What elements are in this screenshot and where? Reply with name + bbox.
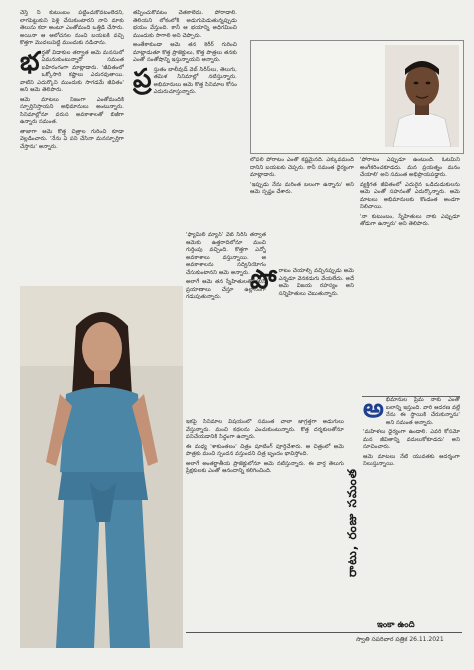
samantha-photo: [20, 286, 183, 648]
paragraph: తప్పించుకోవటం చేతకాలేదు. పోరాడాలి. తెలియని లోకంలోకి అడుగుపెడుతున్నప్పుడు భయం వేస్తుంది. కానీ ఆ భయాన్ని అధిగమించి ముందుకు సాగాలి అని చెప్పారు.: [133, 10, 237, 39]
drop-cap: అ: [363, 397, 384, 424]
paragraph: 'పోరాటం ఎప్పుడూ ఉంటుంది. ఓటమిని అంగీకరించకూడదు. మన ప్రయత్నం మనం చేయాలి' అని సమంత అభిప్రాయపడ్డారు.: [360, 157, 460, 178]
paragraph-text: ర్తతో విడాకుల తర్వాత ఆమె మనసులో ఏమనుకుంటున్నారో సమంత బహిరంగంగా మాట్లాడారు. 'జీవితంలో ఒక్కోసారి కష్టాలు ఎదురవుతాయి. వాటిని ఎదుర్కొని ముందుకు సాగడమే జీవితం' అని ఆమె తెలిపారు.: [20, 49, 124, 93]
footer-text: స్వాతి సపరివార పత్రిక 26.11.2021: [356, 636, 444, 643]
paragraph: అంతేకాకుండా ఆమె తన కెరీర్ గురించి మాట్లాడుతూ కొత్త ప్రాజెక్టులు, కొత్త పాత్రలు తనకు ఎంతో సంతోషాన్ని ఇస్తున్నాయని అన్నారు.: [133, 42, 237, 63]
paragraph-text: భిమానుల ప్రేమ నాకు ఎంతో బలాన్ని ఇస్తుంది. వారి ఆదరణ వల్లే నేను ఈ స్థాయికి చేరుకున్నాను' అని సమంత అన్నారు.: [385, 397, 460, 426]
footer-rule: [186, 632, 462, 633]
paragraph: లోపలి పోరాటం ఎంతో కష్టమైనది. ఎక్కువమంది దానిని బయటకు చెప్పరు. కానీ సమంత ధైర్యంగా మాట్లాడారు.: [250, 157, 354, 178]
paragraph: తాజాగా ఆమె కొత్త చిత్రాల గురించి కూడా వెల్లడించారు. 'నేను ఏ పని చేసినా మనస్ఫూర్తిగా చేస్తాను' అన్నారు.: [20, 128, 124, 150]
article-column-4: [360, 157, 460, 397]
paragraph: [363, 397, 460, 427]
paragraph: ఇకపై సినిమాల విషయంలో సమంత చాలా జాగ్రత్తగా అడుగులు వేస్తున్నారు. మంచి కథలను ఎంచుకుంటున్నారు. కొత్త దర్శకులతోనూ పనిచేయడానికి సిద్ధంగా ఉన్నారు.: [186, 419, 344, 440]
drop-cap: ప్ర: [133, 63, 152, 94]
paragraph: 'ఇప్పుడు నేను మరింత బలంగా ఉన్నాను' అని ఆమె స్పష్టం చేశారు.: [250, 181, 354, 195]
paragraph: ఆమె మాటలు నిజంగా ఎంతోమందికి స్ఫూర్తినిస్తాయని అభిమానులు అంటున్నారు. సినిమాల్లోనూ వరుస అవకాశాలతో బిజీగా ఉన్నారు సమంత.: [20, 96, 124, 125]
article-column-3: [250, 157, 354, 267]
paragraph: [250, 268, 354, 298]
vertical-article-title: రాటు, రంజు సమంత: [345, 467, 359, 577]
paragraph: చేస్తే నీ కుటుంబం పట్టించుకోవటంలేదని, లాగపెట్టుకుని పెళ్లి చేసుకుంటారని నాని మాకు తెలుసు కదా అంటూ ఎంతోమంది ఒత్తిడి చేసారు. అయినా ఆ ఆలోచనల నుంచి బయటకి వచ్చి కొత్తగా మొదలుపెట్టి ముందుకు నడిచాను.: [20, 10, 124, 46]
paragraph: వ్యక్తిగత జీవితంలో ఎదురైన ఒడిదుడుకులను ఆమె ఎంతో సహనంతో ఎదుర్కొన్నారు. ఆమె మాటలు అభిమానులకు కొండంత అండగా నిలిచాయి.: [360, 181, 460, 210]
drop-cap: భ: [20, 46, 40, 77]
paragraph: ఈ మధ్య 'శాకుంతలం' చిత్రం షూటింగ్ పూర్తిచేశారు. ఆ చిత్రంలో ఆమె పాత్రకు మంచి స్పందన వస్తుందని చిత్ర బృందం భావిస్తోంది.: [186, 443, 344, 457]
paragraph: [20, 46, 124, 95]
portrait-photo: [385, 45, 459, 147]
article-column-1: [20, 10, 124, 284]
paragraph: 'మహిళలు ధైర్యంగా ఉండాలి. ఎవరి కోసమో మన జీవితాన్ని వదులుకోకూడదు' అని సూచించారు.: [363, 429, 460, 450]
article-column-5: [186, 419, 344, 619]
paragraph-text: రాటం చేయాల్సి వచ్చినప్పుడు ఆమె ఎన్నడూ వెనకడుగు వేయలేదు. అదే ఆమె విజయ రహస్యం అని సన్నిహితులు చెబుతున్నారు.: [278, 268, 354, 297]
paragraph: అలాగే అంతర్జాతీయ ప్రాజెక్టులోనూ ఆమె నటిస్తున్నారు. ఈ వార్త తెలుగు ప్రేక్షకులకు ఎంతో ఆనందాన్ని కలిగించింది.: [186, 460, 344, 474]
paragraph: 'నా కుటుంబం, స్నేహితులు నాకు ఎప్పుడూ తోడుగా ఉన్నారు' అని తెలిపారు.: [360, 213, 460, 227]
continued-label: ఇంకా ఉంది: [377, 620, 415, 630]
article-column-2: [133, 10, 237, 230]
paragraph: 'ఫ్యామిలీ మ్యాన్' వెబ్ సిరీస్ తర్వాత ఆమెకు ఉత్తరాదిలోనూ మంచి గుర్తింపు వచ్చింది. కొత్తగా ఎన్నో అవకాశాలు వస్తున్నాయి. ఆ అవకాశాలను సద్వినియోగం చేసుకుంటానని ఆమె అన్నారు.: [186, 232, 266, 276]
drop-cap: పో: [250, 268, 277, 295]
article-column-3b: [250, 268, 354, 416]
paragraph: ఆమె మాటలు నేటి యువతకు ఆదర్శంగా నిలుస్తున్నాయి.: [363, 453, 460, 467]
paragraph: [133, 63, 237, 97]
paragraph: అలాగే ఆమె తన స్నేహితులతో కలిసి ప్రయాణాలు చేస్తూ ఉల్లాసంగా గడుపుతున్నారు.: [186, 279, 266, 300]
paragraph-text: స్తుతం బాలీవుడ్ వెబ్ సిరీస్‌లు, తెలుగు, తమిళ సినిమాల్లో నటిస్తున్నారు. అభిమానులు ఆమె కొత్త సినిమాల కోసం ఎదురుచూస్తున్నారు.: [153, 66, 237, 95]
pull-quote-box: [250, 40, 464, 154]
article-column-6: [363, 397, 460, 619]
